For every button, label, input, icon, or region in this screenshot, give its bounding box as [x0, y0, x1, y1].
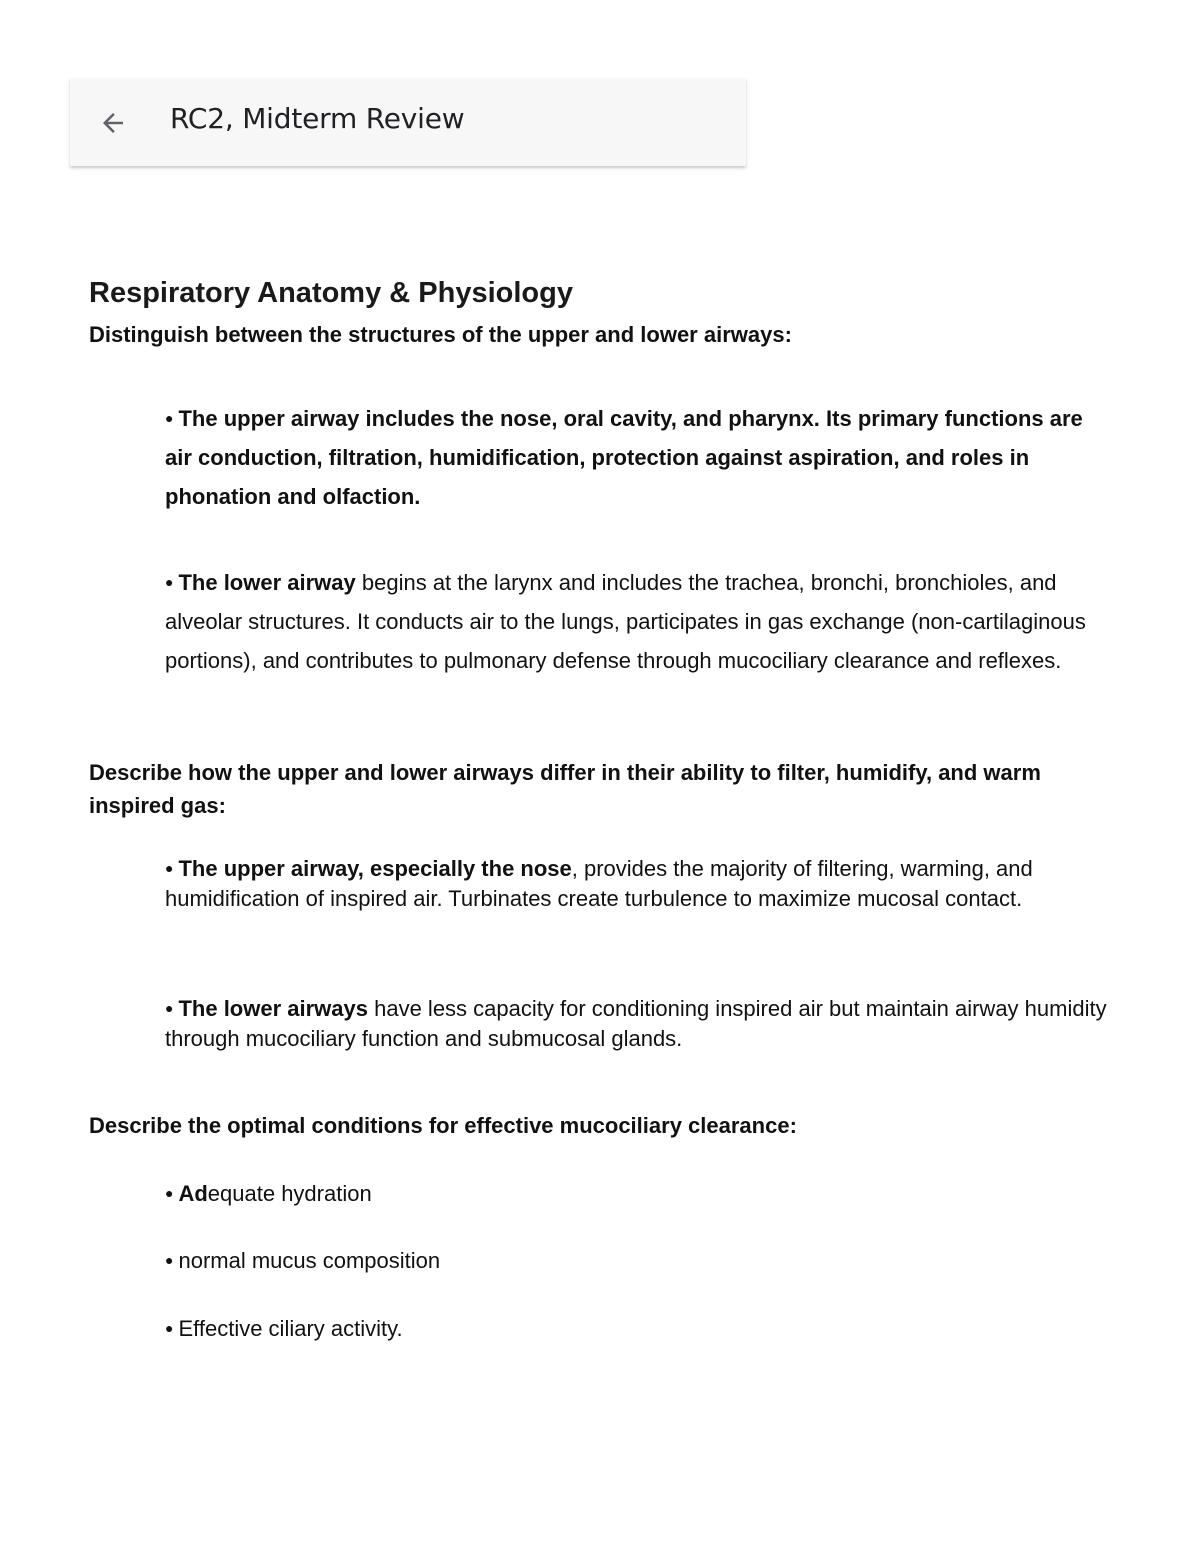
bullet-text: equate hydration	[207, 1181, 372, 1206]
bullet-text: , provides the majority of filtering, warming, and humidification of inspired air. Turbinates create turbulence to maximize mucosal contact.	[165, 856, 1033, 911]
bullet-bold: The upper airway includes the nose, oral cavity, and pharynx. Its primary functions are air conduction, filtration, humidification, protection against aspiration, and roles in phonation and olfaction.	[165, 406, 1083, 509]
bullet-icon: ●	[165, 860, 174, 876]
bullet-bold: The lower airway	[178, 570, 356, 595]
page-title: Respiratory Anatomy & Physiology	[89, 277, 573, 309]
document-title: RC2, Midterm Review	[170, 102, 465, 135]
bullet-bold: The lower airways	[178, 996, 368, 1021]
bullet-text: normal mucus composition	[178, 1248, 441, 1273]
list-item	[165, 1245, 1115, 1276]
section-question: Distinguish between the structures of the upper and lower airways:	[89, 322, 792, 347]
list-item	[165, 1313, 1115, 1344]
list-item	[165, 399, 1115, 516]
bullet-text: begins at the larynx and includes the trachea, bronchi, bronchioles, and alveolar structures. It conducts air to the lungs, participates in gas exchange (non-cartilaginous portions), and contributes to pulmonary defense through mucociliary clearance and reflexes.	[165, 570, 1086, 673]
bullet-bold: The upper airway, especially the nose	[178, 856, 572, 881]
section-question: Describe the optimal conditions for effective mucociliary clearance:	[89, 1113, 797, 1138]
bullet-icon: ●	[165, 1000, 174, 1016]
bullet-bold: Ad	[178, 1181, 208, 1206]
bullet-text: have less capacity for conditioning inspired air but maintain airway humidity through mucociliary function and submucosal glands.	[165, 996, 1107, 1051]
bullet-icon: ●	[165, 410, 174, 426]
list-item	[165, 993, 1115, 1054]
section-question: Describe how the upper and lower airways differ in their ability to filter, humidify, and warm inspired gas:	[89, 760, 1041, 818]
list-item	[165, 853, 1115, 914]
list-item	[165, 563, 1115, 680]
top-app-bar	[70, 78, 746, 166]
bullet-icon: ●	[165, 1185, 174, 1201]
list-item	[165, 1178, 1115, 1209]
bullet-icon: ●	[165, 1252, 174, 1268]
bullet-text: Effective ciliary activity.	[178, 1316, 403, 1341]
bullet-icon: ●	[165, 1320, 174, 1336]
arrow-left-icon	[98, 108, 128, 138]
bullet-icon: ●	[165, 574, 174, 590]
back-button[interactable]	[96, 106, 130, 140]
